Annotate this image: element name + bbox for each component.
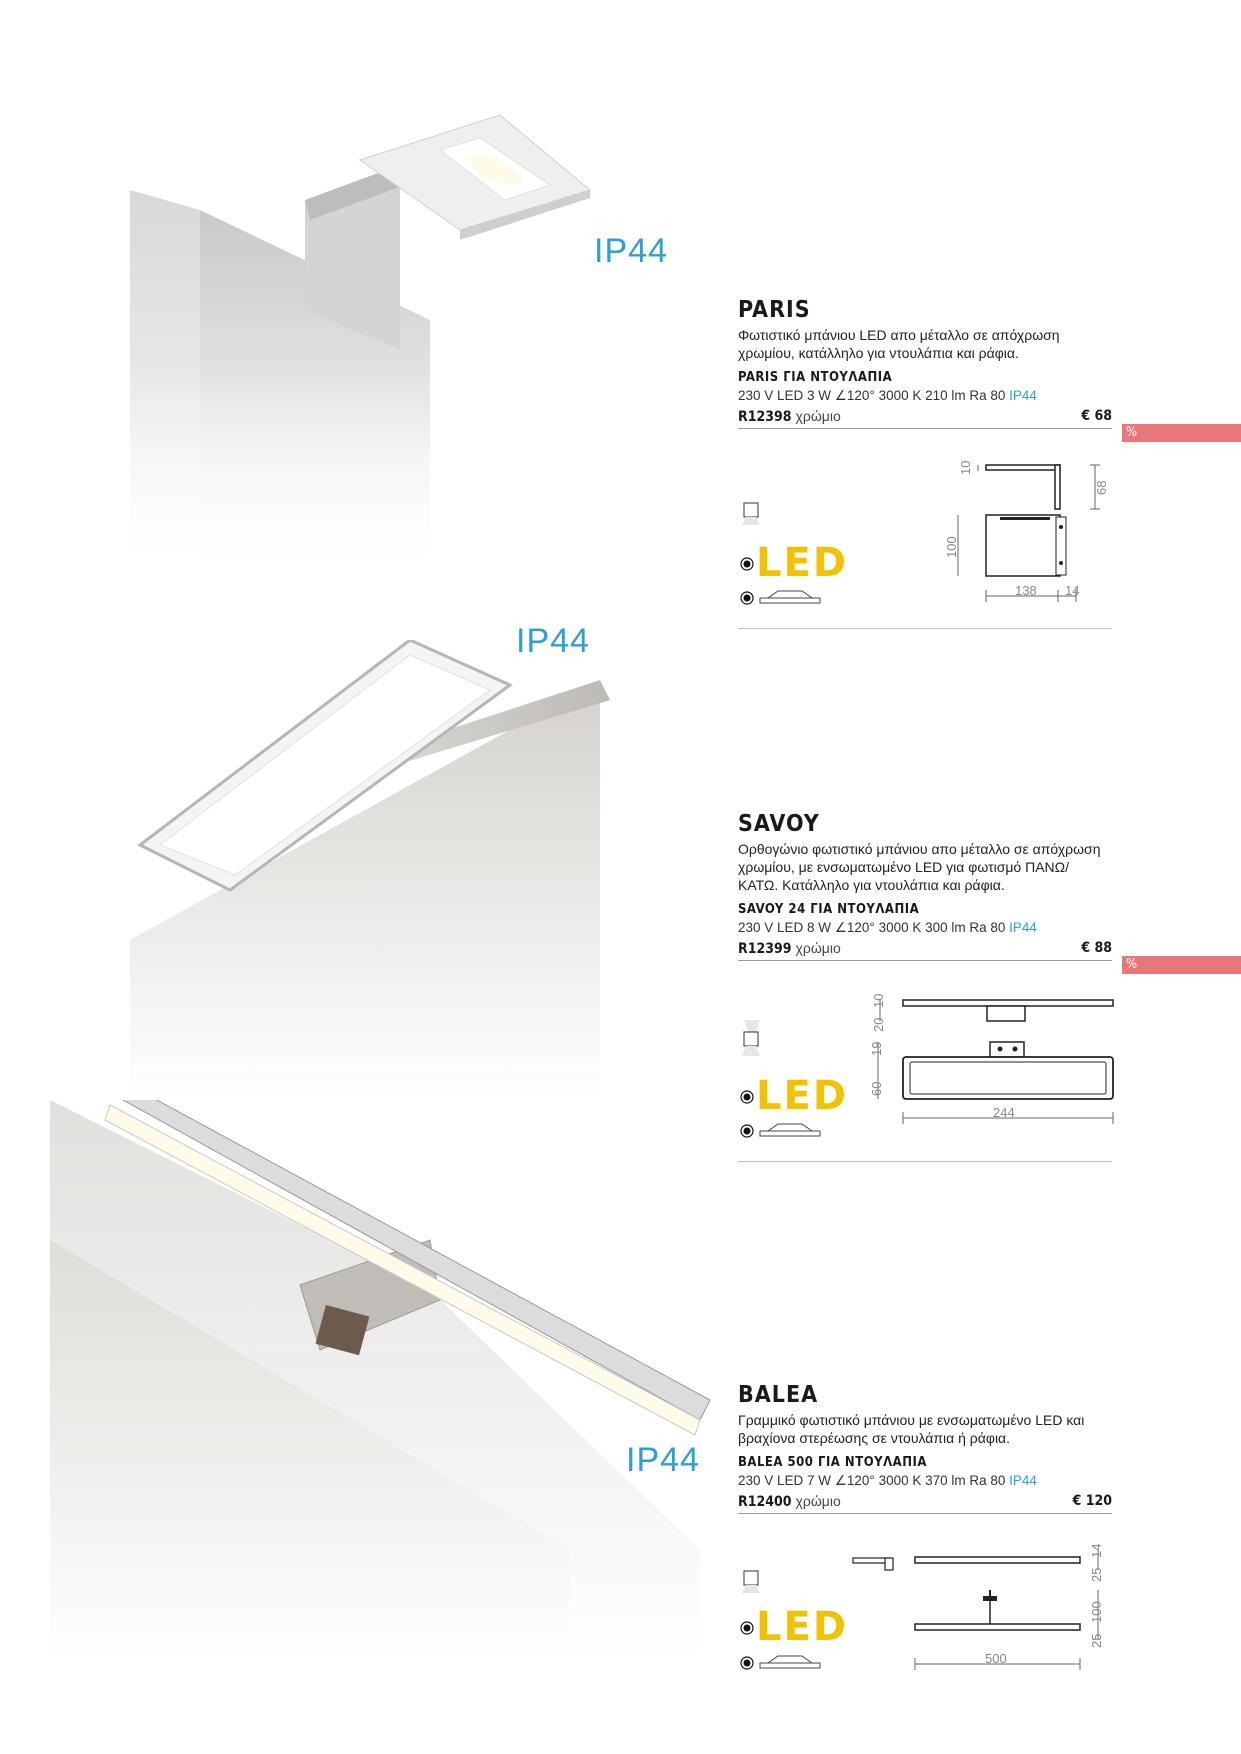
dim-label: 500	[985, 1651, 1007, 1666]
product-title: SAVOY	[738, 811, 820, 837]
dim-label: 100	[1089, 1601, 1104, 1623]
spec-text: 230 V LED 3 W ∠120° 3000 K 210 lm Ra 80	[738, 388, 1006, 402]
percent-tab: %	[1122, 956, 1241, 974]
dim-label: 25	[1089, 1633, 1104, 1648]
dim-label: 25	[1089, 1567, 1104, 1582]
savoy-dimension-drawing	[855, 990, 1125, 1140]
dim-label: 14	[1089, 1543, 1104, 1558]
product-code-row	[738, 1493, 1112, 1514]
product-title: BALEA	[738, 1382, 819, 1408]
dim-label: 10	[958, 460, 973, 475]
product-subtitle: BALEA 500 ΓΙΑ ΝΤΟΥΛΑΠΙΑ	[738, 1455, 927, 1470]
balea-product-photo	[50, 1100, 710, 1660]
spec-ip-rating: IP44	[1009, 388, 1037, 402]
spec-ip-rating: IP44	[1009, 1473, 1037, 1487]
mounting-icon	[758, 1653, 822, 1671]
downlight-icon	[740, 500, 764, 526]
led-logo: LED	[756, 540, 849, 586]
dim-label: 244	[993, 1105, 1015, 1120]
product-price: € 120	[1072, 1493, 1112, 1509]
dim-label: 10	[871, 993, 886, 1008]
product-specs	[738, 920, 1112, 934]
balea-ip44-label: IP44	[626, 1441, 700, 1479]
product-description: Γραμμικό φωτιστικό μπάνιου με ενσωματωμένο LED και βραχίονα στερέωσης σε ντουλάπια ή ράφια.	[738, 1412, 1085, 1446]
product-savoy	[738, 810, 1112, 961]
radio-bullet-icon	[740, 557, 754, 571]
dim-label: 19	[869, 1041, 884, 1056]
radio-bullet-icon	[740, 1656, 754, 1670]
paris-dimension-drawing	[930, 455, 1120, 605]
product-code: R12400	[738, 1494, 792, 1510]
paris-ip44-label: IP44	[594, 232, 668, 270]
dim-label: 138	[1015, 583, 1037, 598]
spec-text: 230 V LED 8 W ∠120° 3000 K 300 lm Ra 80	[738, 920, 1006, 934]
product-color: χρώμιο	[795, 940, 841, 956]
product-description: Ορθογώνιο φωτιστικό μπάνιου απο μέταλλο σε απόχρωση χρωμίου, με ενσωματωμένο LED για φωτισμό ΠΑΝΩ/ ΚΑΤΩ. Κατάλληλο για ντουλάπια και ράφια.	[738, 841, 1101, 893]
savoy-ip44-label: IP44	[516, 622, 590, 660]
paris-product-photo	[130, 110, 630, 580]
mounting-icon	[758, 1121, 822, 1139]
up-down-light-icon	[740, 1018, 764, 1058]
divider	[738, 1161, 1112, 1162]
product-specs	[738, 388, 1112, 402]
product-specs	[738, 1473, 1112, 1487]
mounting-icon	[758, 588, 822, 606]
spec-text: 230 V LED 7 W ∠120° 3000 K 370 lm Ra 80	[738, 1473, 1006, 1487]
dim-label: 100	[944, 536, 959, 558]
product-paris	[738, 296, 1112, 429]
percent-tab: %	[1122, 424, 1241, 442]
spec-ip-rating: IP44	[1009, 920, 1037, 934]
balea-dimension-drawing	[845, 1540, 1125, 1680]
savoy-product-photo	[130, 640, 640, 1100]
product-subtitle: PARIS ΓΙΑ ΝΤΟΥΛΑΠΙΑ	[738, 370, 893, 385]
led-logo: LED	[756, 1073, 849, 1119]
product-price: € 68	[1081, 408, 1112, 424]
radio-bullet-icon	[740, 1090, 754, 1104]
downlight-icon	[740, 1568, 764, 1594]
dim-label: 20	[871, 1017, 886, 1032]
dim-label: 60	[869, 1081, 884, 1096]
radio-bullet-icon	[740, 591, 754, 605]
product-description: Φωτιστικό μπάνιου LED απο μέταλλο σε απόχρωση χρωμίου, κατάλληλο για ντουλάπια και ράφια.	[738, 327, 1060, 361]
divider	[738, 628, 1112, 629]
product-code: R12399	[738, 941, 792, 957]
product-title: PARIS	[738, 297, 811, 323]
product-color: χρώμιο	[795, 408, 841, 424]
dim-label: 68	[1094, 480, 1109, 495]
product-color: χρώμιο	[795, 1493, 841, 1509]
dim-label: 14	[1065, 583, 1080, 598]
product-balea	[738, 1381, 1112, 1514]
product-subtitle: SAVOY 24 ΓΙΑ ΝΤΟΥΛΑΠΙΑ	[738, 902, 920, 917]
product-price: € 88	[1081, 940, 1112, 956]
radio-bullet-icon	[740, 1124, 754, 1138]
product-code: R12398	[738, 409, 792, 425]
product-code-row	[738, 408, 1112, 429]
product-code-row	[738, 940, 1112, 961]
radio-bullet-icon	[740, 1621, 754, 1635]
led-logo: LED	[756, 1604, 849, 1650]
